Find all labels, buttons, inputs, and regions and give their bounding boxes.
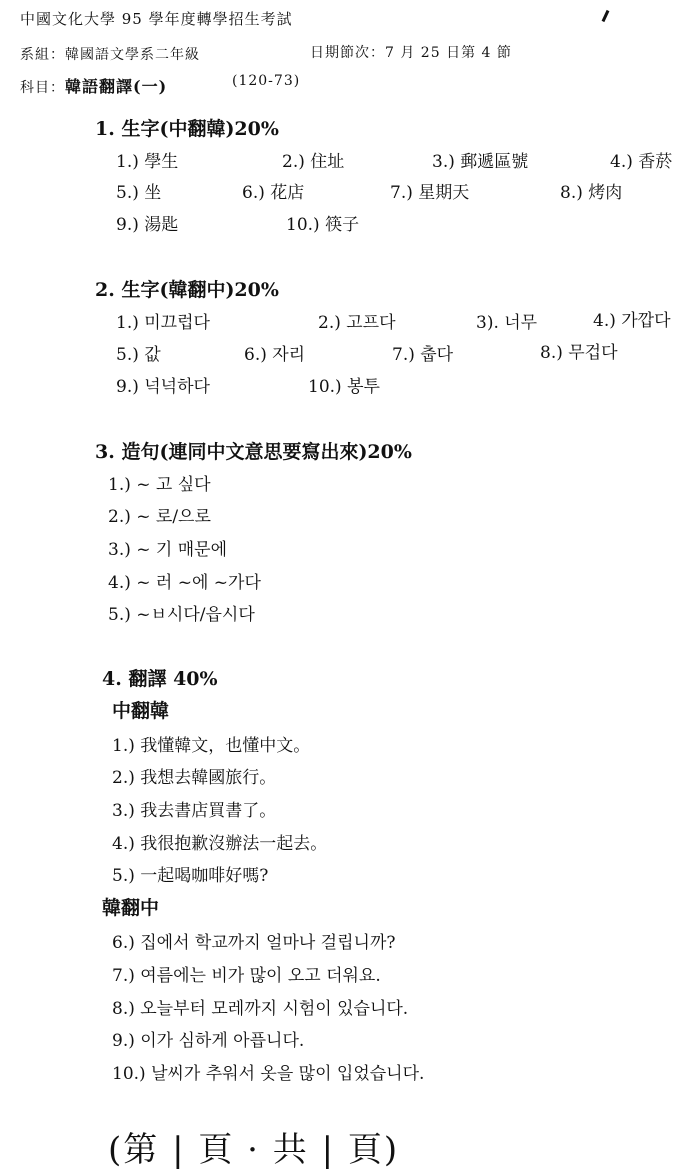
exam-code: (120-73) <box>232 73 301 89</box>
pen-mark <box>602 10 610 22</box>
s3-item: 3.) ~ 기 매문에 <box>108 540 227 560</box>
s3-item: 5.) ~ㅂ시다/읍시다 <box>108 605 255 625</box>
s1-item: 10.) 筷子 <box>286 215 360 235</box>
s1-item: 2.) 住址 <box>282 152 345 172</box>
s3-item: 4.) ~ 러 ~에 ~가다 <box>108 573 261 593</box>
s2-item: 5.) 값 <box>116 345 161 365</box>
ko-sentence: 7.) 여름에는 비가 많이 오고 더워요. <box>112 966 381 986</box>
zh-sentence: 5.) 一起喝咖啡好嗎? <box>112 866 269 886</box>
s3-item: 2.) ~ 로/으로 <box>108 507 211 527</box>
s1-item: 4.) 香菸 <box>610 152 673 172</box>
ko-sentence: 8.) 오늘부터 모레까지 시험이 있습니다. <box>112 999 409 1019</box>
s1-item: 6.) 花店 <box>242 183 305 203</box>
s2-item: 2.) 고프다 <box>318 313 396 333</box>
s1-item: 1.) 學生 <box>116 152 179 172</box>
ko-sentence: 9.) 이가 심하게 아픕니다. <box>112 1031 305 1051</box>
s2-item: 7.) 춥다 <box>392 345 454 365</box>
s1-item: 9.) 湯匙 <box>116 215 179 235</box>
section-4-title: 4. 翻譯 40% <box>102 668 218 690</box>
s2-item: 10.) 봉투 <box>308 377 380 397</box>
s2-item: 9.) 넉넉하다 <box>116 377 210 397</box>
zh-sentence: 2.) 我想去韓國旅行。 <box>112 768 277 788</box>
subject-line <box>20 74 167 97</box>
section-2-title: 2. 生字(韓翻中)20% <box>95 279 279 301</box>
s1-item: 5.) 坐 <box>116 183 162 203</box>
date-label: 日期節次：7 月 25 日第 4 節 <box>310 45 512 61</box>
zh-sentence: 4.) 我很抱歉沒辦法一起去。 <box>112 834 328 854</box>
subject-prefix: 科目： <box>20 80 65 96</box>
page-number-footer: (第 | 頁 · 共 | 頁) <box>108 1130 400 1170</box>
s2-item: 8.) 무겁다 <box>540 343 618 363</box>
s1-item: 3.) 郵遞區號 <box>432 152 529 172</box>
department-label: 系組：韓國語文學系二年級 <box>20 47 200 63</box>
s2-item: 3). 너무 <box>476 313 538 333</box>
ko-sentence: 6.) 집에서 학교까지 얼마나 걸립니까? <box>112 933 396 953</box>
zh-sentence: 1.) 我懂韓文，也懂中文。 <box>112 736 311 756</box>
s1-item: 8.) 烤肉 <box>560 183 623 203</box>
s2-item: 6.) 자리 <box>244 345 306 365</box>
subheading-ko-to-zh: 韓翻中 <box>102 897 160 919</box>
s1-item: 7.) 星期天 <box>390 183 470 203</box>
section-1-title: 1. 生字(中翻韓)20% <box>95 118 279 140</box>
s2-item: 1.) 미끄럽다 <box>116 313 210 333</box>
exam-title: 中國文化大學 95 學年度轉學招生考試 <box>20 10 293 28</box>
ko-sentence: 10.) 날씨가 추워서 옷을 많이 입었습니다. <box>112 1064 425 1084</box>
zh-sentence: 3.) 我去書店買書了。 <box>112 801 277 821</box>
s3-item: 1.) ~ 고 싶다 <box>108 475 211 495</box>
subheading-zh-to-ko: 中翻韓 <box>112 700 170 722</box>
s2-item: 4.) 가깝다 <box>593 311 671 331</box>
section-3-title: 3. 造句(連同中文意思要寫出來)20% <box>95 441 412 463</box>
subject-name: 韓語翻譯(一) <box>65 77 168 96</box>
